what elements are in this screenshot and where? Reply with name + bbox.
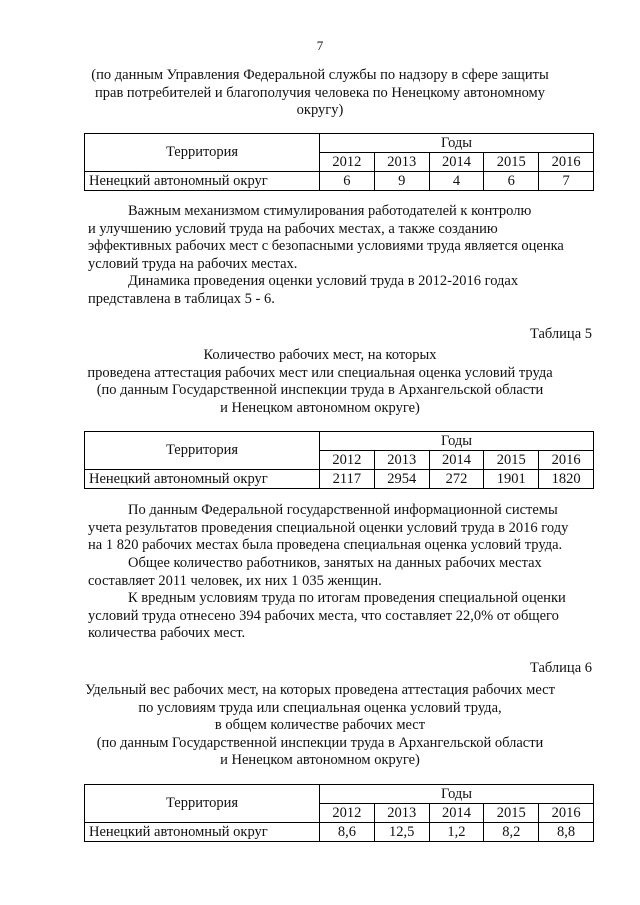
- paragraph-2: [88, 273, 594, 308]
- paragraph-line: условий труда отнесено 394 рабочих места, что составляет 22,0% от общего: [88, 607, 559, 624]
- year-cell: 2014: [429, 451, 484, 470]
- paragraph-line: Общее количество работников, занятых на данных рабочих местах: [128, 555, 542, 571]
- source-note: [60, 67, 580, 120]
- value-cell: 9: [374, 172, 429, 191]
- year-cell: 2012: [320, 451, 375, 470]
- year-cell: 2012: [320, 804, 375, 823]
- table-5-label: Таблица 5: [529, 326, 592, 342]
- year-cell: 2014: [429, 804, 484, 823]
- year-cell: 2015: [484, 153, 539, 172]
- paragraph-line: составляет 2011 человек, их них 1 035 женщин.: [88, 572, 382, 589]
- territory-header: Территория: [85, 134, 320, 172]
- table-6-title: [60, 682, 580, 770]
- value-cell: 8,2: [484, 823, 539, 842]
- value-cell: 8,6: [320, 823, 375, 842]
- territory-name: Ненецкий автономный округ: [85, 172, 320, 191]
- paragraph-line: представлена в таблицах 5 - 6.: [88, 290, 275, 307]
- source-note-line: (по данным Управления Федеральной службы по надзору в сфере защиты: [91, 67, 549, 83]
- year-cell: 2014: [429, 153, 484, 172]
- table-6-label: Таблица 6: [529, 660, 592, 676]
- year-cell: 2013: [374, 804, 429, 823]
- paragraph-4: [88, 555, 594, 590]
- value-cell: 2117: [320, 470, 375, 489]
- value-cell: 6: [484, 172, 539, 191]
- table-previous: [84, 133, 594, 191]
- table-6: [84, 784, 594, 842]
- year-cell: 2016: [539, 451, 594, 470]
- table-row: [85, 823, 594, 842]
- paragraph-line: К вредным условиям труда по итогам проведения специальной оценки: [128, 590, 566, 606]
- year-cell: 2016: [539, 804, 594, 823]
- territory-header: Территория: [85, 432, 320, 470]
- value-cell: 1,2: [429, 823, 484, 842]
- paragraph-line: количества рабочих мест.: [88, 625, 246, 641]
- paragraph-line: Динамика проведения оценки условий труда в 2012-2016 годах: [128, 273, 519, 289]
- year-cell: 2016: [539, 153, 594, 172]
- year-cell: 2015: [484, 451, 539, 470]
- paragraph-line: на 1 820 рабочих местах была проведена специальная оценка условий труда.: [88, 537, 563, 553]
- years-header: Годы: [320, 785, 594, 804]
- year-cell: 2012: [320, 153, 375, 172]
- page-number: 7: [316, 38, 324, 53]
- title-line: в общем количестве рабочих мест: [214, 717, 426, 733]
- title-line: (по данным Государственной инспекции труда в Архангельской области: [96, 382, 544, 398]
- value-cell: 272: [429, 470, 484, 489]
- title-line: Количество рабочих мест, на которых: [203, 347, 437, 363]
- paragraph-3: [88, 502, 594, 555]
- years-header: Годы: [320, 432, 594, 451]
- title-line: по условиям труда или специальная оценка условий труда,: [138, 699, 502, 716]
- title-line: и Ненецком автономном округе): [220, 752, 420, 768]
- table-5: [84, 431, 594, 489]
- year-cell: 2013: [374, 451, 429, 470]
- source-note-line: прав потребителей и благополучия человека по Ненецкому автономному: [95, 84, 545, 101]
- title-line: и Ненецком автономном округе): [220, 399, 420, 416]
- paragraph-line: Важным механизмом стимулирования работодателей к контролю: [128, 203, 532, 219]
- table-row: [85, 470, 594, 489]
- title-line: Удельный вес рабочих мест, на которых проведена аттестация рабочих мест: [85, 682, 555, 698]
- value-cell: 6: [320, 172, 375, 191]
- source-note-line: округу): [296, 102, 344, 118]
- table-5-title: [60, 347, 580, 417]
- value-cell: 2954: [374, 470, 429, 489]
- paragraph-line: По данным Федеральной государственной информационной системы: [128, 502, 558, 518]
- value-cell: 1820: [539, 470, 594, 489]
- paragraph-5: [88, 590, 594, 643]
- table-row: [85, 172, 594, 191]
- value-cell: 4: [429, 172, 484, 191]
- title-line: проведена аттестация рабочих мест или специальная оценка условий труда: [87, 364, 553, 381]
- title-line: (по данным Государственной инспекции труда в Архангельской области: [96, 734, 544, 751]
- value-cell: 1901: [484, 470, 539, 489]
- paragraph-1: [88, 203, 594, 273]
- territory-name: Ненецкий автономный округ: [85, 823, 320, 842]
- value-cell: 8,8: [539, 823, 594, 842]
- paragraph-line: и улучшению условий труда на рабочих местах, а также созданию: [88, 220, 498, 237]
- paragraph-line: условий труда на рабочих местах.: [88, 255, 298, 272]
- paragraph-line: учета результатов проведения специальной оценки условий труда в 2016 году: [88, 519, 569, 536]
- year-cell: 2013: [374, 153, 429, 172]
- value-cell: 12,5: [374, 823, 429, 842]
- territory-name: Ненецкий автономный округ: [85, 470, 320, 489]
- value-cell: 7: [539, 172, 594, 191]
- year-cell: 2015: [484, 804, 539, 823]
- paragraph-line: эффективных рабочих мест с безопасными условиями труда является оценка: [88, 238, 564, 254]
- years-header: Годы: [320, 134, 594, 153]
- territory-header: Территория: [85, 785, 320, 823]
